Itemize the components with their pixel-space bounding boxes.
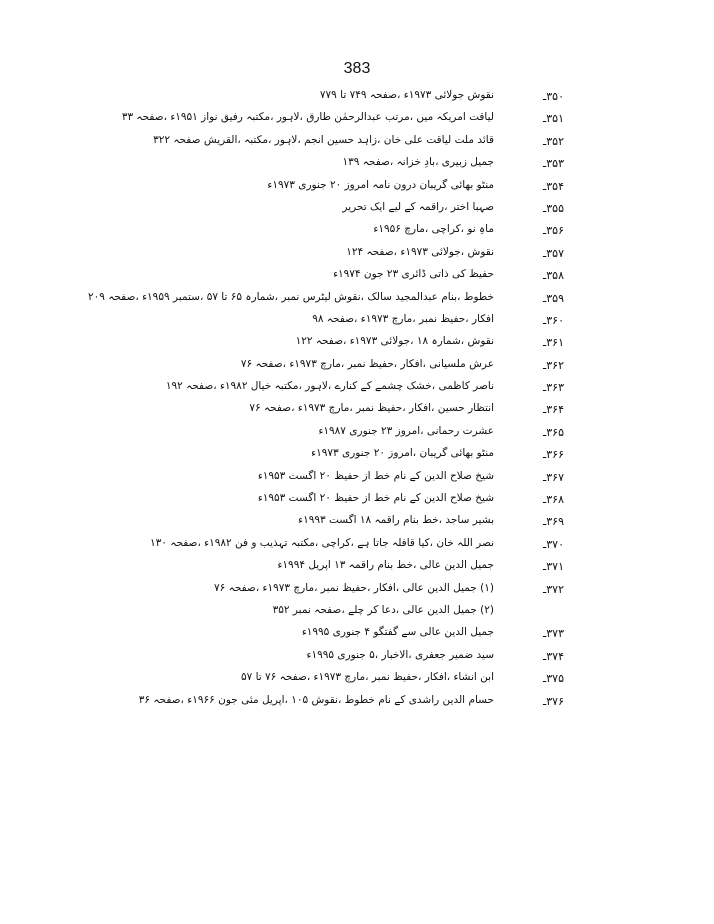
entry-text: سید ضمیر جعفری ،الاخبار ،۵ جنوری ۱۹۹۵ء: [306, 648, 494, 661]
list-item: [0, 289, 714, 311]
entry-number: ۳۵۴ـ: [543, 179, 564, 193]
entry-text: (۱) جمیل الدین عالی ،افکار ،حفیظ نمبر ،مارچ ۱۹۷۳ء ،صفحہ ۷۶: [214, 581, 494, 594]
entry-text: ابن انشاء ،افکار ،حفیظ نمبر ،مارچ ۱۹۷۳ء ،صفحہ ۷۶ تا ۵۷: [240, 671, 494, 684]
entry-text: (۲) جمیل الدین عالی ،دعا کر چلے ،صفحہ نمبر ۳۵۲: [272, 603, 494, 616]
list-item: [0, 132, 714, 154]
entry-number: ۳۶۴ـ: [543, 403, 564, 417]
entry-number: ۳۶۸ـ: [543, 493, 564, 507]
entry-text: نصر اللہ خان ،کیا قافلہ جاتا ہے ،کراچی ،مکتبہ تہذیب و فن ۱۹۸۲ء ،صفحہ ۱۳۰: [150, 536, 494, 549]
entry-number: ۳۵۲ـ: [543, 134, 564, 148]
list-item: [0, 244, 714, 266]
entry-number: ۳۷۱ـ: [543, 560, 564, 574]
entry-text: بشیر ساجد ،خط بنام راقمہ ۱۸ اگست ۱۹۹۳ء: [298, 514, 494, 527]
entry-text: نقوش ،جولائی ۱۹۷۳ء ،صفحہ ۱۲۴: [346, 245, 494, 258]
entry-text: افکار ،حفیظ نمبر ،مارچ ۱۹۷۳ء ،صفحہ ۹۸: [312, 312, 494, 325]
entry-number: ۳۵۹ـ: [543, 291, 564, 305]
list-item: [0, 333, 714, 355]
entry-text: منٹو بھائی گریبان ،امروز ۲۰ جنوری ۱۹۷۳ء: [311, 447, 494, 460]
entry-text: قائد ملت لیاقت علی خان ،زاہد حسین انجم ،لاہور ،مکتبہ ،القریش صفحہ ۳۲۲: [153, 133, 494, 146]
list-item: [0, 423, 714, 445]
entry-text: منٹو بھائی گریبان درون نامہ امروز ۲۰ جنوری ۱۹۷۳ء: [267, 178, 494, 191]
entry-number: ۳۵۷ـ: [543, 246, 564, 260]
list-item: [0, 557, 714, 579]
entry-number: ۳۷۳ـ: [543, 627, 564, 641]
list-item: [0, 109, 714, 131]
entry-number: ۳۶۶ـ: [543, 448, 564, 462]
list-item: [0, 199, 714, 221]
entry-text: عرش ملسیانی ،افکار ،حفیظ نمبر ،مارچ ۱۹۷۳ء ،صفحہ ۷۶: [240, 357, 494, 370]
entry-text: جمیل الدین عالی سے گفتگو ۴ جنوری ۱۹۹۵ء: [301, 626, 494, 639]
entry-number: ۳۷۴ـ: [543, 649, 564, 663]
list-item: [0, 266, 714, 288]
page-number: 383: [343, 60, 371, 77]
entry-number: ۳۷۲ـ: [543, 582, 564, 596]
entry-text: ماہِ نو ،کراچی ،مارچ ۱۹۵۶ء: [373, 223, 494, 236]
entry-number: ۳۵۵ـ: [543, 201, 564, 215]
list-item: [0, 468, 714, 490]
entry-number: ۳۶۰ـ: [543, 313, 564, 327]
entry-number: ۳۵۱ـ: [543, 112, 564, 126]
entry-text: حسام الدین راشدی کے نام خطوط ،نقوش ۱۰۵ ،اپریل مئی جون ۱۹۶۶ء ،صفحہ ۳۶: [138, 693, 494, 706]
list-item: [0, 356, 714, 378]
entry-text: انتظار حسین ،افکار ،حفیظ نمبر ،مارچ ۱۹۷۳ء ،صفحہ ۷۶: [249, 402, 494, 415]
entry-text: لیاقت امریکہ میں ،مرتب عبدالرحمٰن طارق ،لاہور ،مکتبہ رفیق نواز ۱۹۵۱ء ،صفحہ ۳۳: [121, 111, 494, 124]
entry-text: حفیظ کی ذاتی ڈائری ۲۳ جون ۱۹۷۴ء: [333, 268, 494, 281]
entry-text: شیخ صلاح الدین کے نام خط از حفیظ ۲۰ اگست ۱۹۵۳ء: [257, 469, 494, 482]
list-item: [0, 647, 714, 669]
list-item: [0, 512, 714, 534]
entry-text: شیخ صلاح الدین کے نام خط از حفیظ ۲۰ اگست ۱۹۵۳ء: [257, 492, 494, 505]
list-item: [0, 624, 714, 646]
list-item: [0, 221, 714, 243]
entry-text: نقوش جولائی ۱۹۷۳ء ،صفحہ ۷۴۹ تا ۷۷۹: [319, 89, 494, 101]
entry-number: ۳۷۶ـ: [543, 694, 564, 708]
entry-number: ۳۵۰ـ: [543, 90, 564, 103]
list-item: [0, 154, 714, 176]
list-item: [0, 400, 714, 422]
entry-number: ۳۵۶ـ: [543, 224, 564, 238]
list-item: [0, 535, 714, 557]
entry-number: ۳۶۲ـ: [543, 358, 564, 372]
entry-number: ۳۶۵ـ: [543, 425, 564, 439]
entry-number: ۳۶۷ـ: [543, 470, 564, 484]
list-item: [0, 580, 714, 602]
list-item: [0, 669, 714, 691]
list-item: [0, 311, 714, 333]
entry-number: ۳۷۵ـ: [543, 672, 564, 686]
entry-text: صہبا اختر ،راقمہ کے لیے ایک تحریر: [342, 200, 494, 213]
entry-text: جمیل زبیری ،بادِ خزانہ ،صفحہ ۱۳۹: [342, 156, 494, 169]
list-item: [0, 87, 714, 109]
entry-number: ۳۷۰ـ: [543, 537, 564, 551]
entry-text: جمیل الدین عالی ،خط بنام راقمہ ۱۳ اپریل ۱۹۹۴ء: [277, 559, 494, 572]
entry-text: خطوط ،بنام عبدالمجید سالک ،نقوش لیٹرس نمبر ،شمارہ ۶۵ تا ۵۷ ،ستمبر ۱۹۵۹ء ،صفحہ ۲۰۹: [87, 290, 494, 303]
list-item: [0, 692, 714, 714]
list-item: [0, 602, 714, 624]
list-item: [0, 490, 714, 512]
entry-number: ۳۶۳ـ: [543, 381, 564, 395]
entry-number: ۳۶۱ـ: [543, 336, 564, 350]
list-item: [0, 177, 714, 199]
list-item: [0, 378, 714, 400]
entry-number: ۳۵۳ـ: [543, 157, 564, 171]
reference-list: [0, 87, 714, 714]
entry-text: ناصر کاظمی ،خشک چشمے کے کنارے ،لاہور ،مکتبہ خیال ۱۹۸۲ء ،صفحہ ۱۹۲: [165, 380, 494, 393]
list-item: [0, 445, 714, 467]
entry-text: نقوش ،شمارہ ۱۸ ،جولائی ۱۹۷۳ء ،صفحہ ۱۲۲: [295, 335, 494, 348]
entry-number: ۳۵۸ـ: [543, 269, 564, 283]
entry-text: عشرت رحمانی ،امروز ۲۳ جنوری ۱۹۸۷ء: [318, 424, 494, 437]
entry-number: ۳۶۹ـ: [543, 515, 564, 529]
